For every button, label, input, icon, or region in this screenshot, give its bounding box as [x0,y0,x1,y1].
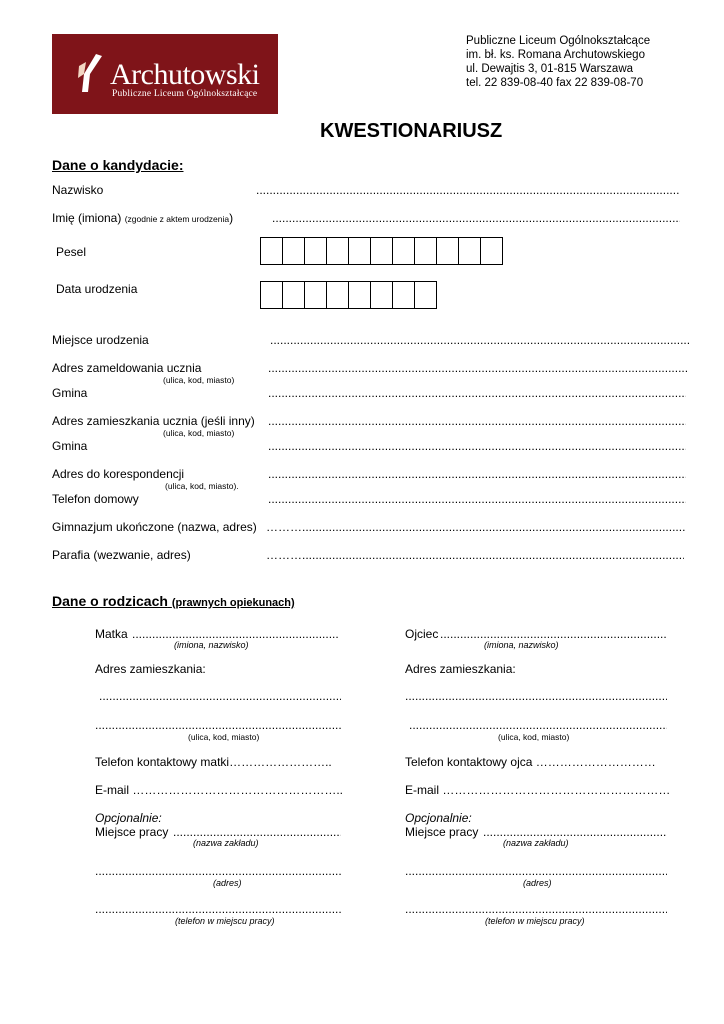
first-name-note: (zgodnie z aktem urodzenia [124,214,230,224]
mother-workplace-field[interactable] [173,825,341,839]
date-digit-box[interactable] [393,282,415,308]
mother-work-phone-field[interactable] [95,902,341,916]
father-label: Ojciec [405,627,439,641]
junior-school-label: Gimnazjum ukończone (nazwa, adres) [52,520,257,534]
junior-school-lead: ……… [266,520,302,534]
parish-lead: ……… [266,548,302,562]
surname-field[interactable] [256,183,680,197]
correspondence-address-label: Adres do korespondencji [52,467,185,481]
pesel-digit-box[interactable] [349,238,371,264]
date-digit-box[interactable] [349,282,371,308]
mother-email-field[interactable]: E-mail …………………………………………….. [95,783,344,797]
residence-address-label: Adres zamieszkania ucznia (jeśli inny) [52,414,255,428]
father-address-line1[interactable] [405,689,667,703]
parents-heading-note: (prawnych opiekunach) [171,597,295,609]
school-logo [52,34,278,114]
mother-name-field[interactable] [132,627,338,641]
mother-workplace-hint: (nazwa zakładu) [193,838,259,848]
father-work-phone-field[interactable] [405,902,667,916]
mother-work-address-hint: (adres) [213,878,242,888]
parents-heading [52,593,295,609]
first-name-text: Imię (imiona) [52,211,122,225]
father-optional-label: Opcjonalnie: [405,811,472,825]
date-digit-box[interactable] [261,282,283,308]
mother-phone-field[interactable]: Telefon kontaktowy matki…………………….. [95,755,332,769]
father-address-label: Adres zamieszkania: [405,662,516,676]
residence-commune-label: Gmina [52,439,88,453]
school-patron: im. bł. ks. Romana Archutowskiego [466,49,645,61]
date-digit-box[interactable] [305,282,327,308]
logo-subtitle: Publiczne Liceum Ogólnokształcące [112,89,258,99]
pesel-digit-box[interactable] [437,238,459,264]
father-workplace-label: Miejsce pracy [405,825,479,839]
school-header [466,34,650,90]
parish-label: Parafia (wezwanie, adres) [52,548,191,562]
father-workplace-field[interactable] [483,825,667,839]
mother-address-hint: (ulica, kod, miasto) [188,732,260,742]
date-digit-box[interactable] [283,282,305,308]
pesel-digit-box[interactable] [305,238,327,264]
home-phone-label: Telefon domowy [52,492,139,506]
residence-address-hint: (ulica, kod, miasto) [163,428,235,438]
mother-work-phone-hint: (telefon w miejscu pracy) [175,916,275,926]
registered-address-field[interactable] [268,361,688,375]
pesel-digit-box[interactable] [393,238,415,264]
school-address: ul. Dewajtis 3, 01-815 Warszawa [466,63,634,75]
mother-address-line2[interactable] [95,718,341,732]
father-phone-field[interactable]: Telefon kontaktowy ojca ………………………… [405,755,656,769]
father-work-address-field[interactable] [405,864,667,878]
pesel-digit-box[interactable] [371,238,393,264]
pesel-digit-box[interactable] [415,238,437,264]
father-name-hint: (imiona, nazwisko) [484,640,559,650]
junior-school-field[interactable] [302,520,686,534]
parents-heading-text: Dane o rodzicach [52,593,168,609]
logo-name: Archutowski [110,58,260,91]
registered-address-hint: (ulica, kod, miasto) [163,375,235,385]
registered-commune-label: Gmina [52,386,88,400]
correspondence-address-field[interactable] [268,467,686,481]
mother-label: Matka [95,627,128,641]
birth-date-boxes[interactable] [260,281,437,309]
pesel-digit-box[interactable] [459,238,481,264]
birth-place-label: Miejsce urodzenia [52,333,149,347]
father-address-line2[interactable] [409,718,667,732]
residence-commune-field[interactable] [268,439,686,453]
home-phone-field[interactable] [268,492,686,506]
candidate-heading: Dane o kandydacie: [52,157,184,173]
mother-workplace-label: Miejsce pracy [95,825,169,839]
birth-date-label: Data urodzenia [56,282,138,296]
father-work-address-hint: (adres) [523,878,552,888]
mother-work-address-field[interactable] [95,864,341,878]
surname-label: Nazwisko [52,183,104,197]
father-address-hint: (ulica, kod, miasto) [498,732,570,742]
father-workplace-hint: (nazwa zakładu) [503,838,569,848]
first-name-paren: ) [229,211,234,225]
pesel-digit-box[interactable] [261,238,283,264]
first-name-field[interactable] [272,211,680,225]
date-digit-box[interactable] [327,282,349,308]
correspondence-address-hint: (ulica, kod, miasto). [165,481,239,491]
pesel-label: Pesel [56,245,87,259]
pesel-digit-box[interactable] [283,238,305,264]
registered-address-label: Adres zameldowania ucznia [52,361,202,375]
school-name: Publiczne Liceum Ogólnokształcące [466,35,651,47]
father-email-field[interactable]: E-mail ………………………………………………… [405,783,671,797]
residence-address-field[interactable] [268,414,686,428]
pesel-digit-box[interactable] [327,238,349,264]
date-digit-box[interactable] [415,282,436,308]
school-phone: tel. 22 839-08-40 fax 22 839-08-70 [466,77,644,89]
date-digit-box[interactable] [371,282,393,308]
birth-place-field[interactable] [270,333,690,347]
mother-optional-label: Opcjonalnie: [95,811,162,825]
mother-name-hint: (imiona, nazwisko) [174,640,249,650]
mother-address-label: Adres zamieszkania: [95,662,206,676]
parish-field[interactable] [302,548,684,562]
father-work-phone-hint: (telefon w miejscu pracy) [485,916,585,926]
quill-logo-icon [76,54,102,92]
page-title: KWESTIONARIUSZ [320,120,503,142]
pesel-boxes[interactable] [260,237,503,265]
pesel-digit-box[interactable] [481,238,502,264]
mother-address-line1[interactable] [99,689,341,703]
first-name-label [52,211,233,225]
father-name-field[interactable] [440,627,666,641]
registered-commune-field[interactable] [268,386,686,400]
